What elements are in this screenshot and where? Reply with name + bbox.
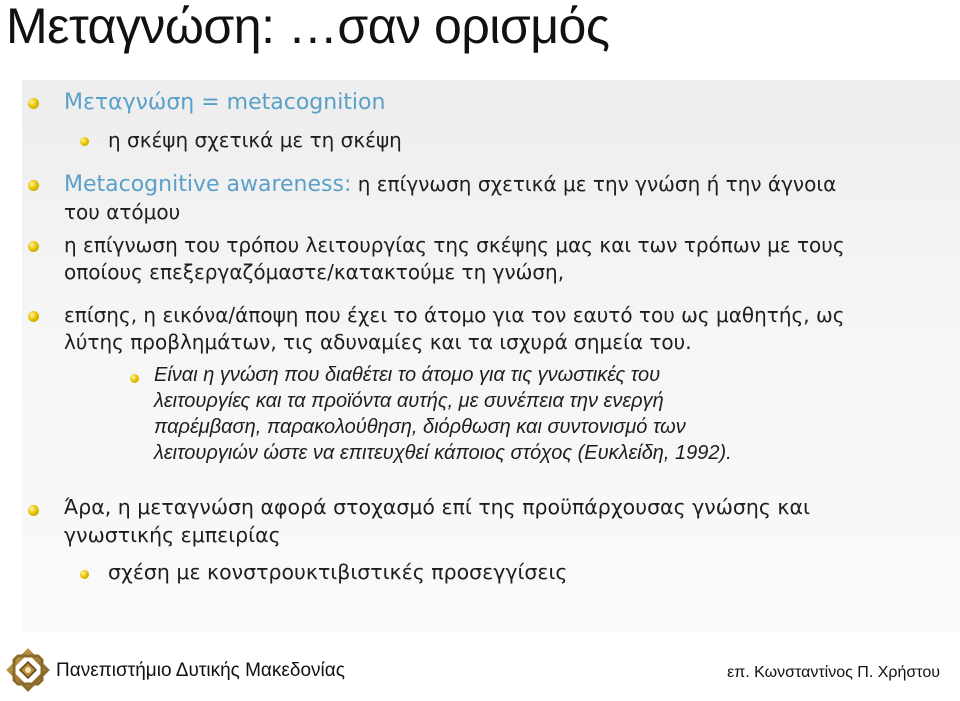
university-logo-icon [6,648,50,692]
bullet-2-label: Metacognitive awareness: [64,172,352,197]
bullet-5-line2: γνωστικής εμπειρίας [64,523,281,547]
bullet-4-line2: λύτης προβλημάτων, τις αδυναμίες και τα ισχυρά σημεία του. [64,330,692,354]
bullet-1-sub: η σκέψη σχετικά με τη σκέψη [108,128,402,152]
bullet-2-line2: του ατόμου [64,200,181,224]
bullet-2-rest: η επίγνωση σχετικά με την γνώση ή την άγνοια [351,172,837,196]
bullet-5-line1: Άρα, η μεταγνώση αφορά στοχασμό επί της προϋπάρχουσας γνώσης και [64,495,810,519]
bullet-icon [28,180,39,191]
sub-bullet-icon [130,374,139,383]
bullet-3-line1: η επίγνωση του τρόπου λειτουργίας της σκέψης μας και των τρόπων με τους [64,233,845,257]
bullet-icon [28,241,39,252]
bullet-1-label: Μεταγνώση = metacognition [64,90,386,115]
bullet-5-sub: σχέση με κονστρουκτιβιστικές προσεγγίσεις [108,560,568,584]
bullet-4-line1: επίσης, η εικόνα/άποψη που έχει το άτομο για τον εαυτό του ως μαθητής, ως [64,303,845,327]
bullet-icon [28,311,39,322]
sub-bullet-icon [80,570,89,579]
bullet-icon [28,505,39,516]
sub-bullet-icon [80,137,89,146]
author-name: επ. Κωνσταντίνος Π. Χρήστου [727,664,940,681]
bullet-2-line1 [64,171,836,198]
university-name: Πανεπιστήμιο Δυτικής Μακεδονίας [56,660,345,681]
quote-line4: λειτουργιών ώστε να επιτευχθεί κάποιος στόχος (Ευκλείδη, 1992). [154,442,732,464]
quote-line3: παρέμβαση, παρακολούθηση, διόρθωση και συντονισμό των [154,416,686,438]
quote-line2: λειτουργίες και τα προϊόντα αυτής, με συνέπεια την ενεργή [154,390,664,412]
bullet-icon [28,98,39,109]
quote-line1: Είναι η γνώση που διαθέτει το άτομο για τις γνωστικές του [154,364,661,386]
content-panel [22,80,960,632]
bullet-3-line2: οποίους επεξεργαζόμαστε/κατακτούμε τη γνώση, [64,260,565,284]
slide-title: Μεταγνώση: …σαν ορισμός [6,0,610,54]
